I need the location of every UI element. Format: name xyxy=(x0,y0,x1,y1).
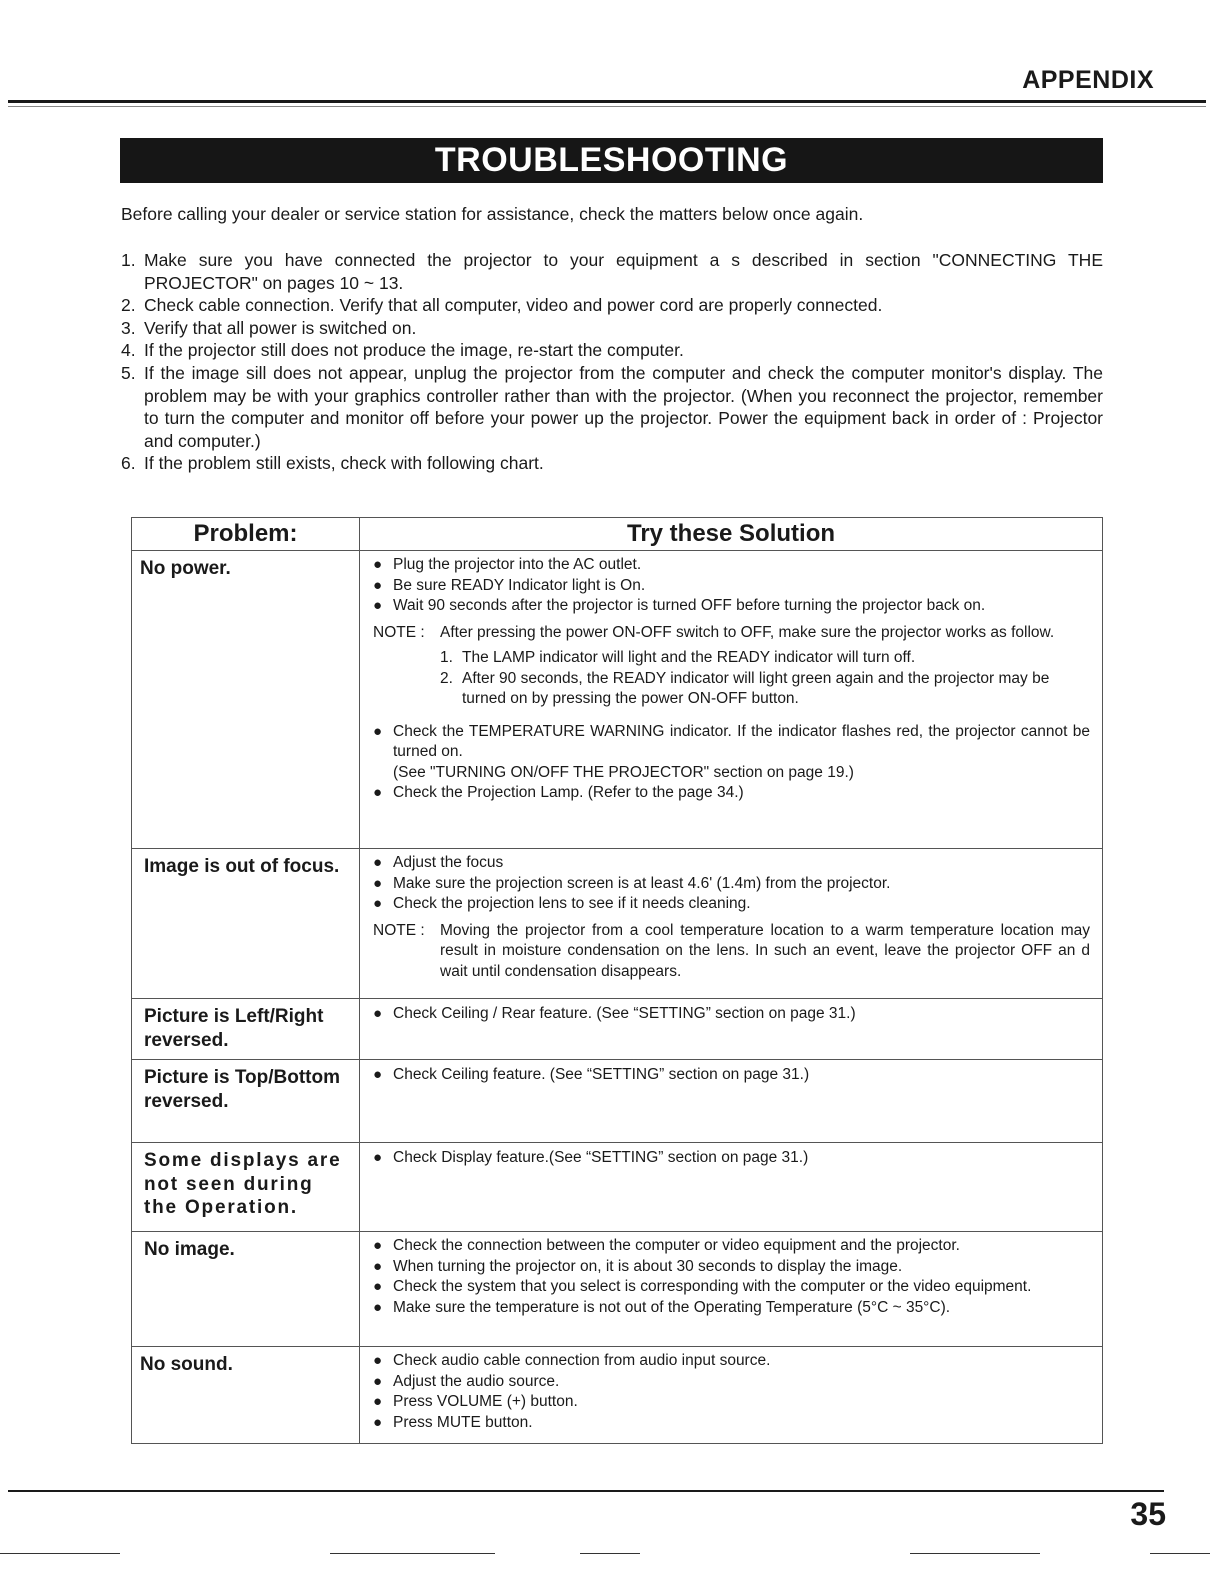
table-row xyxy=(132,849,1103,999)
list-item: ● Be sure READY Indicator light is On. xyxy=(373,576,1090,597)
column-header-problem: Problem: xyxy=(132,518,360,551)
bullet-icon: ● xyxy=(373,784,383,801)
list-item: ● Check the connection between the computer or video equipment and the projector. xyxy=(373,1236,1090,1257)
intro-text: Before calling your dealer or service station for assistance, check the matters below once again. xyxy=(121,204,864,224)
header-rule-thin xyxy=(8,106,1206,107)
footer-rule xyxy=(8,1490,1164,1492)
solution-cell xyxy=(360,551,1103,849)
step-text: Verify that all power is switched on. xyxy=(144,317,417,338)
bullet-icon: ● xyxy=(373,597,383,614)
bullet-icon: ● xyxy=(373,1278,383,1295)
list-item: ● Check the projection lens to see if it needs cleaning. xyxy=(373,894,1090,915)
table-header-row xyxy=(132,518,1103,551)
step-text: Make sure you have connected the projector to your equipment a s described in section "CONNECTING THE PROJECTOR" on pages 10 ~ 13. xyxy=(144,250,1103,293)
bullet-icon: ● xyxy=(373,1257,383,1275)
list-item: ● Make sure the temperature is not out of the Operating Temperature (5°C ~ 35°C). xyxy=(373,1298,1090,1319)
list-item: ● Check Ceiling feature. (See “SETTING” section on page 31.) xyxy=(373,1065,1090,1086)
scan-artifact xyxy=(330,1553,495,1554)
problem-cell: Picture is Top/Bottom reversed. xyxy=(132,1060,360,1143)
table-row xyxy=(132,999,1103,1060)
scan-artifact xyxy=(0,1553,120,1554)
solution-cell xyxy=(360,999,1103,1060)
header-rule xyxy=(8,100,1206,103)
step-text: If the image sill does not appear, unplug the projector from the computer and check the computer monitor's display. The problem may be with your graphics controller rather than with the projector. (When you reconnect the projector, remember to turn the computer and monitor off before your power up the projector. Power the equipment back in order of : Projector and computer.) xyxy=(144,362,1103,451)
table-row xyxy=(132,551,1103,849)
list-item xyxy=(121,294,1103,317)
note-label: NOTE : xyxy=(373,623,425,641)
bullet-icon: ● xyxy=(373,722,383,740)
bullet-icon: ● xyxy=(373,576,383,594)
problem-cell: Image is out of focus. xyxy=(132,849,360,999)
section-header: APPENDIX xyxy=(1022,66,1154,94)
table-row xyxy=(132,1347,1103,1444)
solution-cell xyxy=(360,1347,1103,1444)
bullet-icon: ● xyxy=(373,854,383,871)
solution-cell xyxy=(360,1060,1103,1143)
step-number: 6. xyxy=(121,453,136,474)
problem-cell: No power. xyxy=(132,551,360,849)
troubleshooting-table xyxy=(131,517,1103,1444)
checklist xyxy=(121,249,1103,475)
bullet-icon: ● xyxy=(373,1237,383,1254)
table-row xyxy=(132,1143,1103,1232)
bullet-icon: ● xyxy=(373,1413,383,1431)
list-item: ● Check the Projection Lamp. (Refer to the page 34.) xyxy=(373,783,1090,804)
table-row xyxy=(132,1060,1103,1143)
list-item: ● Check the system that you select is corresponding with the computer or the video equipment. xyxy=(373,1277,1090,1298)
note-steps xyxy=(440,648,1090,710)
bullet-icon: ● xyxy=(373,874,383,892)
bullet-icon: ● xyxy=(373,1352,383,1369)
list-item xyxy=(121,362,1103,452)
bullet-icon: ● xyxy=(373,1005,383,1022)
problem-cell: Some displays are not seen during the Operation. xyxy=(132,1143,360,1232)
list-item xyxy=(121,339,1103,362)
list-item: ● Plug the projector into the AC outlet. xyxy=(373,555,1090,576)
solution-cell xyxy=(360,1143,1103,1232)
problem-cell: Picture is Left/Right reversed. xyxy=(132,999,360,1060)
bullet-icon: ● xyxy=(373,895,383,912)
step-text: If the problem still exists, check with following chart. xyxy=(144,453,544,474)
scan-artifact xyxy=(910,1553,1040,1554)
list-item xyxy=(121,249,1103,294)
list-item: ● Press VOLUME (+) button. xyxy=(373,1392,1090,1413)
list-item: ● Press MUTE button. xyxy=(373,1413,1090,1434)
bullet-icon: ● xyxy=(373,1372,383,1390)
list-item: ● Adjust the focus xyxy=(373,853,1090,874)
list-item xyxy=(121,317,1103,340)
page-number: 35 xyxy=(1130,1496,1166,1532)
step-number: 4. xyxy=(121,340,136,361)
list-item: ● When turning the projector on, it is about 30 seconds to display the image. xyxy=(373,1257,1090,1278)
step-number: 5. xyxy=(121,362,136,383)
note-text: Moving the projector from a cool temperature location to a warm temperature location may result in moisture condensation on the lens. In such an event, leave the projector OFF an d wait until condensation disappears. xyxy=(440,921,1090,980)
list-item: 2. After 90 seconds, the READY indicator will light green again and the projector may be turned on by pressing the power ON-OFF button. xyxy=(440,669,1050,707)
column-header-solution: Try these Solution xyxy=(360,518,1103,551)
note-text: After pressing the power ON-OFF switch to OFF, make sure the projector works as follow. xyxy=(440,623,1055,641)
list-item xyxy=(121,452,1103,475)
bullet-icon: ● xyxy=(373,1298,383,1316)
list-item: ● Make sure the projection screen is at least 4.6' (1.4m) from the projector. xyxy=(373,874,1090,895)
note xyxy=(373,921,1090,983)
problem-cell: No image. xyxy=(132,1232,360,1347)
bullet-icon: ● xyxy=(373,556,383,573)
step-number: 1. xyxy=(121,250,136,270)
list-item: ● Check audio cable connection from audio input source. xyxy=(373,1351,1090,1372)
list-item: ● Wait 90 seconds after the projector is turned OFF before turning the projector back on. xyxy=(373,596,1090,617)
scan-artifact xyxy=(580,1553,640,1554)
bullet-icon: ● xyxy=(373,1066,383,1083)
step-number: 2. xyxy=(121,295,136,316)
step-number: 3. xyxy=(121,317,136,338)
list-item: ● Check Ceiling / Rear feature. (See “SETTING” section on page 31.) xyxy=(373,1004,1090,1025)
bullet-icon: ● xyxy=(373,1149,383,1166)
page-title: TROUBLESHOOTING xyxy=(120,138,1103,183)
table-row xyxy=(132,1232,1103,1347)
solution-cell xyxy=(360,849,1103,999)
note-label: NOTE : xyxy=(373,921,425,939)
problem-cell: No sound. xyxy=(132,1347,360,1444)
list-item: ● Adjust the audio source. xyxy=(373,1372,1090,1393)
list-item: ● Check Display feature.(See “SETTING” section on page 31.) xyxy=(373,1148,1090,1169)
list-item: ● Check the TEMPERATURE WARNING indicator. If the indicator flashes red, the projector cannot be turned on. (See "TURNING ON/OFF THE PROJECTOR" section on page 19.) xyxy=(373,722,1090,784)
bullet-icon: ● xyxy=(373,1393,383,1410)
step-text: Check cable connection. Verify that all computer, video and power cord are properly connected. xyxy=(144,295,883,316)
scan-artifact xyxy=(1150,1553,1210,1554)
step-text: If the projector still does not produce the image, re-start the computer. xyxy=(144,340,684,361)
note xyxy=(373,623,1090,644)
solution-cell xyxy=(360,1232,1103,1347)
list-item: 1. The LAMP indicator will light and the READY indicator will turn off. xyxy=(440,649,916,666)
